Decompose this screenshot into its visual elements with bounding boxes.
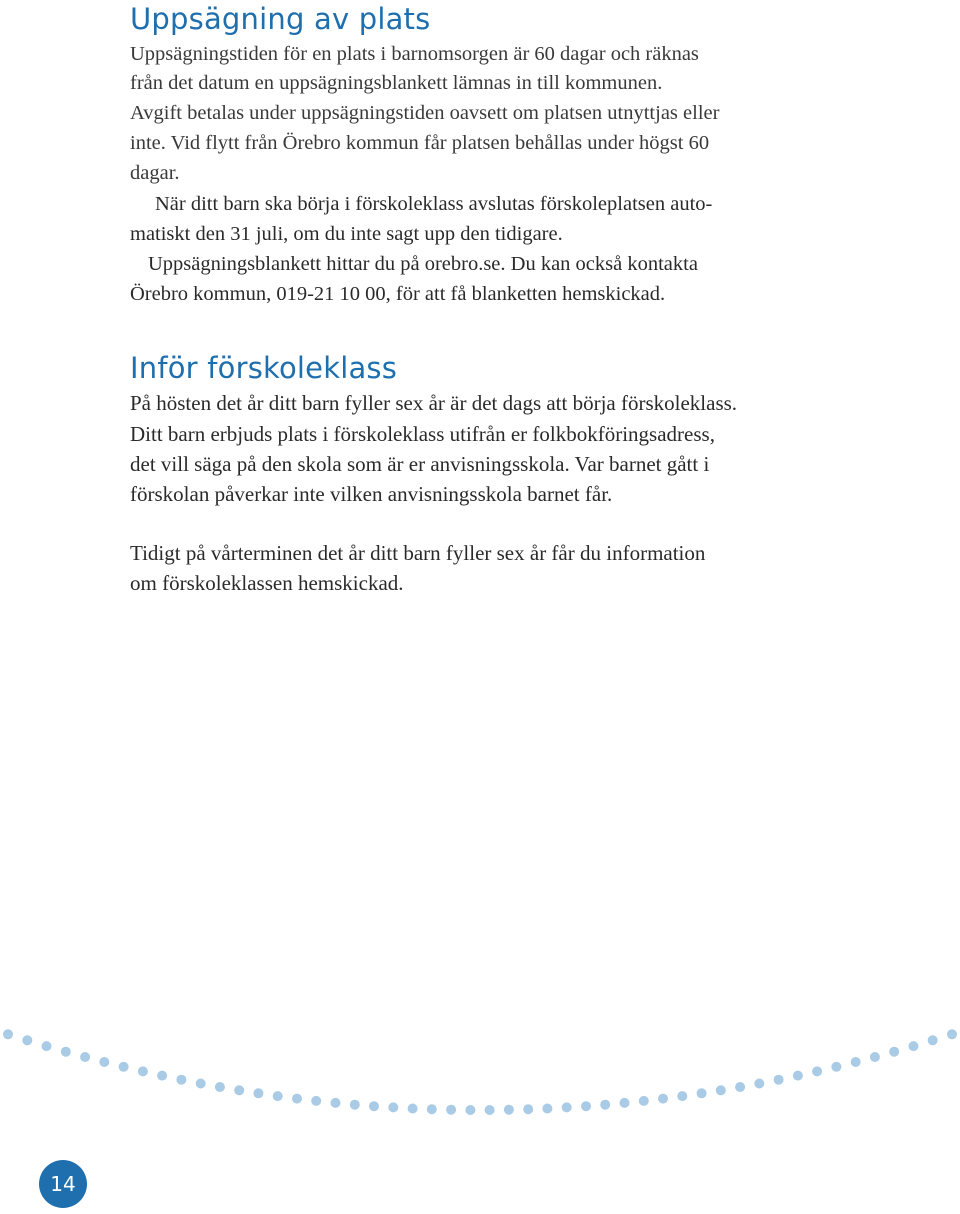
garland-dot (350, 1100, 360, 1110)
garland-dot (61, 1047, 71, 1057)
garland-dot (22, 1035, 32, 1045)
garland-dot (851, 1057, 861, 1067)
paragraph-line: matiskt den 31 juli, om du inte sagt upp den tidigare. (130, 223, 563, 245)
section-heading-forskoleklass: Inför förskoleklass (130, 351, 398, 385)
garland-dot (928, 1035, 938, 1045)
paragraph-line: Uppsägningsblankett hittar du på orebro.se. Du kan också kontakta (148, 253, 698, 275)
paragraph-line: Uppsägningstiden för en plats i barnomsorgen är 60 dagar och räknas (130, 43, 699, 65)
paragraph-line: Tidigt på vårterminen det år ditt barn fyller sex år får du information (130, 541, 706, 565)
garland-dot (716, 1085, 726, 1095)
garland-dot (889, 1047, 899, 1057)
garland-dot (485, 1105, 495, 1115)
garland-dot (909, 1041, 919, 1051)
garland-dot (542, 1104, 552, 1114)
paragraph-line: från det datum en uppsägningsblankett lämnas in till kommunen. (130, 72, 663, 94)
garland-dot (446, 1105, 456, 1115)
garland-dot (754, 1079, 764, 1089)
garland-dot (273, 1091, 283, 1101)
garland-dot (3, 1029, 13, 1039)
garland-dot (292, 1094, 302, 1104)
paragraph-line: om förskoleklassen hemskickad. (130, 571, 404, 595)
garland-dot (196, 1079, 206, 1089)
paragraph-line: det vill säga på den skola som är er anvisningsskola. Var barnet gått i (130, 452, 710, 476)
paragraph-line: Avgift betalas under uppsägningstiden oavsett om platsen utnyttjas eller (130, 102, 720, 124)
paragraph-line: dagar. (130, 162, 180, 184)
garland-dot (504, 1105, 514, 1115)
garland-dot (42, 1041, 52, 1051)
garland-dot (99, 1057, 109, 1067)
garland-dot (427, 1104, 437, 1114)
garland-dot (388, 1102, 398, 1112)
garland-dot (215, 1082, 225, 1092)
garland-dot (947, 1029, 957, 1039)
garland-dot (812, 1066, 822, 1076)
garland-dot (465, 1105, 475, 1115)
decorative-dot-garland (0, 980, 960, 1120)
garland-dot (581, 1101, 591, 1111)
garland-dot (697, 1088, 707, 1098)
garland-dot (620, 1098, 630, 1108)
paragraph-line: inte. Vid flytt från Örebro kommun får platsen behållas under högst 60 (130, 132, 710, 154)
garland-dot (80, 1052, 90, 1062)
paragraph-line: Ditt barn erbjuds plats i förskoleklass utifrån er folkbokföringsadress, (130, 422, 715, 446)
garland-dot (408, 1104, 418, 1114)
paragraph-line: När ditt barn ska börja i förskoleklass avslutas förskoleplatsen auto- (155, 193, 713, 215)
garland-dot (311, 1096, 321, 1106)
garland-dot (562, 1102, 572, 1112)
garland-dot (831, 1062, 841, 1072)
garland-dot (658, 1094, 668, 1104)
garland-dot (639, 1096, 649, 1106)
garland-dot (234, 1085, 244, 1095)
section-heading-uppsagning: Uppsägning av plats (130, 2, 431, 36)
garland-dot (331, 1098, 341, 1108)
page-number-badge: 14 (39, 1160, 87, 1208)
paragraph-line: På hösten det år ditt barn fyller sex år är det dags att börja förskoleklass. (130, 391, 738, 415)
garland-dot (253, 1088, 263, 1098)
garland-dot (176, 1075, 186, 1085)
garland-dot (793, 1071, 803, 1081)
garland-dot (119, 1062, 129, 1072)
garland-dot (677, 1091, 687, 1101)
garland-dot (157, 1071, 167, 1081)
garland-dot (523, 1104, 533, 1114)
garland-dot (138, 1066, 148, 1076)
paragraph-line: Örebro kommun, 019-21 10 00, för att få blanketten hemskickad. (130, 283, 666, 305)
garland-dot (600, 1100, 610, 1110)
garland-dot (774, 1075, 784, 1085)
garland-dot (369, 1101, 379, 1111)
garland-dot (735, 1082, 745, 1092)
garland-dot (870, 1052, 880, 1062)
paragraph-line: förskolan påverkar inte vilken anvisningsskola barnet får. (130, 482, 613, 506)
